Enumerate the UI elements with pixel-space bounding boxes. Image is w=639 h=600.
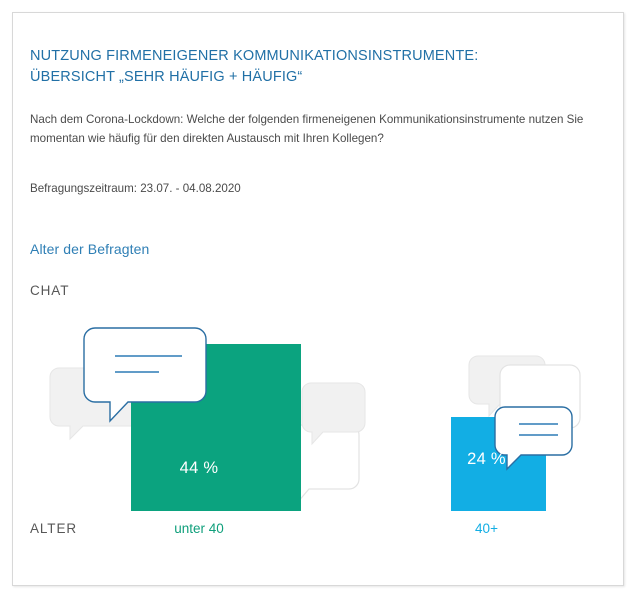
- survey-question: Nach dem Corona-Lockdown: Welche der folgenden firmeneigenen Kommunikationsinstrumente nutzen Sie momentan wie häufig für den direkten Austausch mit Ihren Kollegen?: [30, 113, 584, 145]
- bar-value-unter-40: 44 %: [179, 459, 219, 477]
- survey-period: Befragungszeitraum: 23.07. - 04.08.2020: [30, 182, 241, 195]
- series-label: CHAT: [30, 283, 70, 298]
- page-title-line-1: NUTZUNG FIRMENEIGENER KOMMUNIKATIONSINSTRUMENTE:: [30, 48, 479, 64]
- chart-card: [12, 12, 624, 586]
- chart-graphics: [13, 13, 624, 586]
- category-label-unter-40: unter 40: [174, 521, 224, 536]
- category-label-40-plus: 40+: [475, 521, 498, 536]
- group-heading: Alter der Befragten: [30, 241, 150, 257]
- axis-label-alter: ALTER: [30, 521, 78, 536]
- bar-value-40-plus: 24 %: [467, 450, 506, 468]
- page-title-line-2: ÜBERSICHT „SEHR HÄUFIG + HÄUFIG“: [30, 69, 303, 85]
- chart-plot-area: [13, 13, 624, 586]
